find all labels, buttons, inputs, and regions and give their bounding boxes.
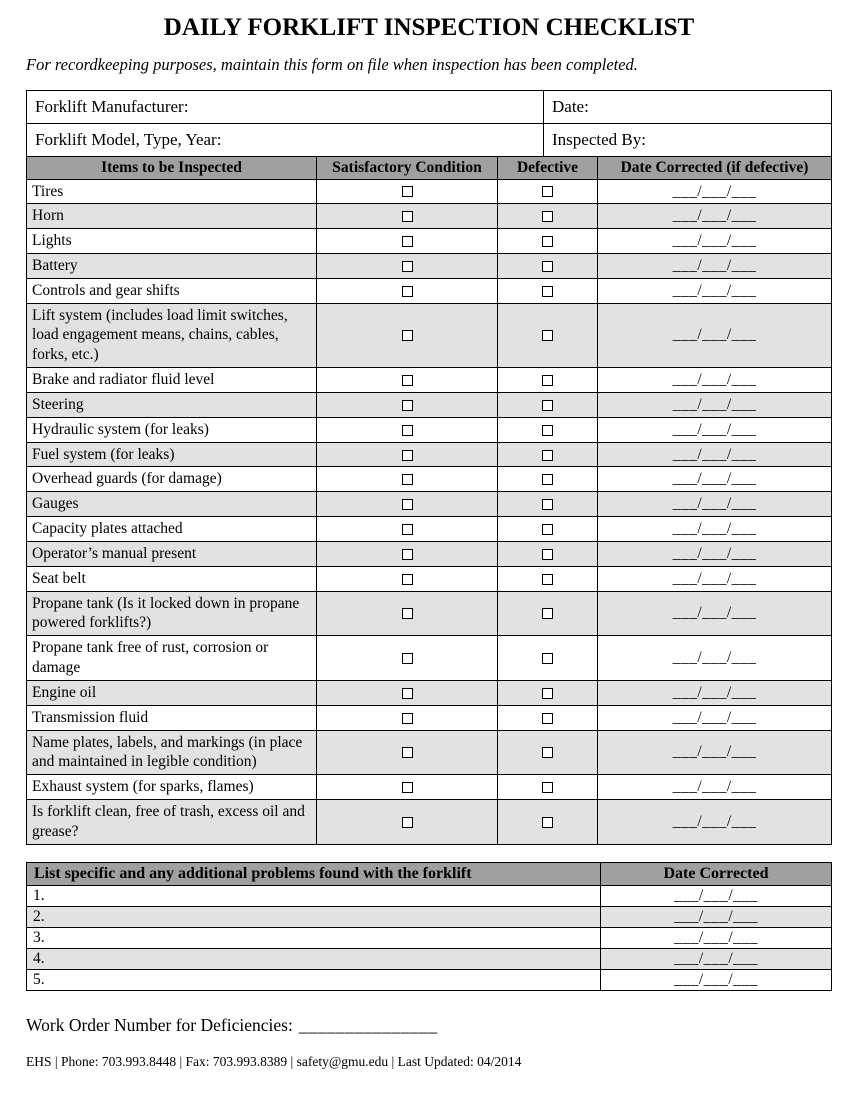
- date-corrected-field[interactable]: ___/___/___: [598, 636, 832, 681]
- defective-cell: [498, 680, 598, 705]
- header-defective: Defective: [498, 156, 598, 179]
- header-items: Items to be Inspected: [27, 156, 317, 179]
- defective-cell: [498, 541, 598, 566]
- problems-body: [27, 885, 832, 990]
- item-label: Brake and radiator fluid level: [27, 368, 317, 393]
- defective-cell: [498, 775, 598, 800]
- defective-cell: [498, 442, 598, 467]
- defective-checkbox[interactable]: [542, 450, 553, 461]
- defective-checkbox[interactable]: [542, 782, 553, 793]
- defective-checkbox[interactable]: [542, 653, 553, 664]
- checklist-row: [27, 591, 832, 636]
- satisfactory-cell: [317, 392, 498, 417]
- defective-cell: [498, 591, 598, 636]
- satisfactory-cell: [317, 229, 498, 254]
- satisfactory-cell: [317, 368, 498, 393]
- date-corrected-field[interactable]: ___/___/___: [598, 800, 832, 845]
- problem-row: [27, 885, 832, 906]
- satisfactory-cell: [317, 417, 498, 442]
- satisfactory-checkbox[interactable]: [402, 499, 413, 510]
- problem-number-field[interactable]: 3.: [27, 927, 601, 948]
- defective-checkbox[interactable]: [542, 688, 553, 699]
- satisfactory-checkbox[interactable]: [402, 608, 413, 619]
- checklist-row: [27, 730, 832, 775]
- defective-checkbox[interactable]: [542, 713, 553, 724]
- satisfactory-cell: [317, 566, 498, 591]
- defective-checkbox[interactable]: [542, 400, 553, 411]
- satisfactory-checkbox[interactable]: [402, 782, 413, 793]
- problem-number-field[interactable]: 2.: [27, 906, 601, 927]
- date-corrected-field[interactable]: ___/___/___: [598, 541, 832, 566]
- defective-cell: [498, 392, 598, 417]
- checklist-row: [27, 492, 832, 517]
- problem-date-field[interactable]: ___/___/___: [601, 969, 832, 990]
- defective-checkbox[interactable]: [542, 286, 553, 297]
- subtitle: For recordkeeping purposes, maintain this form on file when inspection has been completed.: [26, 55, 638, 74]
- item-label: Name plates, labels, and markings (in place and maintained in legible condition): [27, 730, 317, 775]
- defective-checkbox[interactable]: [542, 549, 553, 560]
- satisfactory-checkbox[interactable]: [402, 330, 413, 341]
- satisfactory-cell: [317, 303, 498, 367]
- problem-date-field[interactable]: ___/___/___: [601, 927, 832, 948]
- defective-checkbox[interactable]: [542, 747, 553, 758]
- item-label: Lift system (includes load limit switches, load engagement means, chains, cables, forks, etc.): [27, 303, 317, 367]
- problems-header: List specific and any additional problems found with the forklift: [27, 862, 601, 885]
- defective-cell: [498, 204, 598, 229]
- satisfactory-cell: [317, 253, 498, 278]
- satisfactory-checkbox[interactable]: [402, 425, 413, 436]
- model-field[interactable]: [27, 124, 544, 157]
- satisfactory-cell: [317, 775, 498, 800]
- satisfactory-checkbox[interactable]: [402, 653, 413, 664]
- defective-checkbox[interactable]: [542, 261, 553, 272]
- satisfactory-cell: [317, 467, 498, 492]
- checklist-row: [27, 229, 832, 254]
- problem-date-field[interactable]: ___/___/___: [601, 885, 832, 906]
- checklist-row: [27, 566, 832, 591]
- header-satisfactory: Satisfactory Condition: [317, 156, 498, 179]
- satisfactory-cell: [317, 442, 498, 467]
- problem-date-field[interactable]: ___/___/___: [601, 906, 832, 927]
- defective-checkbox[interactable]: [542, 330, 553, 341]
- satisfactory-cell: [317, 541, 498, 566]
- checklist-row: [27, 680, 832, 705]
- defective-cell: [498, 179, 598, 204]
- date-corrected-field[interactable]: ___/___/___: [598, 278, 832, 303]
- problem-number-field[interactable]: 5.: [27, 969, 601, 990]
- defective-cell: [498, 492, 598, 517]
- defective-checkbox[interactable]: [542, 499, 553, 510]
- checklist-row: [27, 368, 832, 393]
- checklist-row: [27, 517, 832, 542]
- checklist-row: [27, 800, 832, 845]
- inspected-by-label: Inspected By:: [552, 130, 646, 149]
- problem-number-field[interactable]: 4.: [27, 948, 601, 969]
- problem-number-field[interactable]: 1.: [27, 885, 601, 906]
- defective-cell: [498, 417, 598, 442]
- satisfactory-checkbox[interactable]: [402, 817, 413, 828]
- checklist-row: [27, 204, 832, 229]
- item-label: Transmission fluid: [27, 705, 317, 730]
- date-corrected-field[interactable]: ___/___/___: [598, 368, 832, 393]
- satisfactory-cell: [317, 636, 498, 681]
- problems-table: [26, 862, 832, 991]
- satisfactory-checkbox[interactable]: [402, 688, 413, 699]
- checklist-row: [27, 179, 832, 204]
- satisfactory-checkbox[interactable]: [402, 236, 413, 247]
- manufacturer-field[interactable]: [27, 91, 544, 124]
- date-corrected-field[interactable]: ___/___/___: [598, 392, 832, 417]
- date-corrected-field[interactable]: ___/___/___: [598, 730, 832, 775]
- defective-checkbox[interactable]: [542, 524, 553, 535]
- defective-checkbox[interactable]: [542, 574, 553, 585]
- satisfactory-checkbox[interactable]: [402, 375, 413, 386]
- satisfactory-checkbox[interactable]: [402, 261, 413, 272]
- defective-checkbox[interactable]: [542, 236, 553, 247]
- date-corrected-field[interactable]: ___/___/___: [598, 566, 832, 591]
- problem-row: [27, 927, 832, 948]
- checklist-body: [27, 179, 832, 844]
- satisfactory-checkbox[interactable]: [402, 450, 413, 461]
- checklist-header-row: [27, 156, 832, 179]
- satisfactory-cell: [317, 591, 498, 636]
- work-order-blank[interactable]: _______________: [298, 1014, 438, 1035]
- date-corrected-field[interactable]: ___/___/___: [598, 204, 832, 229]
- problem-date-field[interactable]: ___/___/___: [601, 948, 832, 969]
- work-order-line: [26, 1015, 832, 1036]
- item-label: Propane tank free of rust, corrosion or damage: [27, 636, 317, 681]
- satisfactory-cell: [317, 492, 498, 517]
- problems-date-header: Date Corrected: [601, 862, 832, 885]
- satisfactory-checkbox[interactable]: [402, 574, 413, 585]
- manufacturer-label: Forklift Manufacturer:: [35, 97, 189, 116]
- date-corrected-field[interactable]: ___/___/___: [598, 179, 832, 204]
- inspected-by-field[interactable]: [544, 124, 832, 157]
- date-corrected-field[interactable]: ___/___/___: [598, 229, 832, 254]
- satisfactory-checkbox[interactable]: [402, 549, 413, 560]
- info-row: [27, 91, 832, 124]
- date-corrected-field[interactable]: ___/___/___: [598, 680, 832, 705]
- date-corrected-field[interactable]: ___/___/___: [598, 705, 832, 730]
- defective-cell: [498, 467, 598, 492]
- checklist-row: [27, 253, 832, 278]
- defective-checkbox[interactable]: [542, 375, 553, 386]
- satisfactory-checkbox[interactable]: [402, 211, 413, 222]
- item-label: Controls and gear shifts: [27, 278, 317, 303]
- defective-cell: [498, 253, 598, 278]
- item-label: Seat belt: [27, 566, 317, 591]
- item-label: Hydraulic system (for leaks): [27, 417, 317, 442]
- item-label: Steering: [27, 392, 317, 417]
- problem-row: [27, 969, 832, 990]
- checklist-row: [27, 417, 832, 442]
- satisfactory-checkbox[interactable]: [402, 400, 413, 411]
- checklist-row: [27, 278, 832, 303]
- defective-cell: [498, 730, 598, 775]
- checklist-row: [27, 775, 832, 800]
- defective-checkbox[interactable]: [542, 186, 553, 197]
- footer-text: EHS | Phone: 703.993.8448 | Fax: 703.993.8389 | safety@gmu.edu | Last Updated: 04/2014: [26, 1053, 522, 1069]
- date-field[interactable]: [544, 91, 832, 124]
- defective-checkbox[interactable]: [542, 474, 553, 485]
- defective-cell: [498, 705, 598, 730]
- defective-checkbox[interactable]: [542, 817, 553, 828]
- satisfactory-cell: [317, 278, 498, 303]
- satisfactory-checkbox[interactable]: [402, 286, 413, 297]
- problem-row: [27, 948, 832, 969]
- date-corrected-field[interactable]: ___/___/___: [598, 303, 832, 367]
- date-corrected-field[interactable]: ___/___/___: [598, 492, 832, 517]
- defective-checkbox[interactable]: [542, 608, 553, 619]
- item-label: Gauges: [27, 492, 317, 517]
- item-label: Engine oil: [27, 680, 317, 705]
- defective-cell: [498, 368, 598, 393]
- satisfactory-checkbox[interactable]: [402, 474, 413, 485]
- item-label: Tires: [27, 179, 317, 204]
- checklist-row: [27, 705, 832, 730]
- checklist-table: [26, 156, 832, 845]
- item-label: Is forklift clean, free of trash, excess oil and grease?: [27, 800, 317, 845]
- satisfactory-cell: [317, 730, 498, 775]
- defective-cell: [498, 636, 598, 681]
- defective-cell: [498, 517, 598, 542]
- date-corrected-field[interactable]: ___/___/___: [598, 517, 832, 542]
- problem-row: [27, 906, 832, 927]
- header-date-corrected: Date Corrected (if defective): [598, 156, 832, 179]
- satisfactory-cell: [317, 705, 498, 730]
- satisfactory-checkbox[interactable]: [402, 747, 413, 758]
- item-label: Overhead guards (for damage): [27, 467, 317, 492]
- item-label: Operator’s manual present: [27, 541, 317, 566]
- defective-cell: [498, 229, 598, 254]
- item-label: Horn: [27, 204, 317, 229]
- page-title: DAILY FORKLIFT INSPECTION CHECKLIST: [163, 14, 695, 41]
- defective-checkbox[interactable]: [542, 211, 553, 222]
- satisfactory-checkbox[interactable]: [402, 713, 413, 724]
- info-table: [26, 90, 832, 157]
- checklist-row: [27, 636, 832, 681]
- checklist-row: [27, 303, 832, 367]
- work-order-label: Work Order Number for Deficiencies:: [26, 1014, 293, 1035]
- satisfactory-cell: [317, 800, 498, 845]
- defective-cell: [498, 800, 598, 845]
- item-label: Fuel system (for leaks): [27, 442, 317, 467]
- date-corrected-field[interactable]: ___/___/___: [598, 417, 832, 442]
- satisfactory-checkbox[interactable]: [402, 524, 413, 535]
- date-corrected-field[interactable]: ___/___/___: [598, 442, 832, 467]
- satisfactory-checkbox[interactable]: [402, 186, 413, 197]
- item-label: Lights: [27, 229, 317, 254]
- model-label: Forklift Model, Type, Year:: [35, 130, 222, 149]
- info-row: [27, 124, 832, 157]
- problems-header-row: [27, 862, 832, 885]
- date-corrected-field[interactable]: ___/___/___: [598, 467, 832, 492]
- defective-checkbox[interactable]: [542, 425, 553, 436]
- defective-cell: [498, 303, 598, 367]
- satisfactory-cell: [317, 517, 498, 542]
- item-label: Capacity plates attached: [27, 517, 317, 542]
- checklist-row: [27, 467, 832, 492]
- checklist-row: [27, 541, 832, 566]
- checklist-row: [27, 392, 832, 417]
- defective-cell: [498, 566, 598, 591]
- date-corrected-field[interactable]: ___/___/___: [598, 591, 832, 636]
- satisfactory-cell: [317, 179, 498, 204]
- checklist-row: [27, 442, 832, 467]
- satisfactory-cell: [317, 680, 498, 705]
- satisfactory-cell: [317, 204, 498, 229]
- date-label: Date:: [552, 97, 589, 116]
- item-label: Battery: [27, 253, 317, 278]
- date-corrected-field[interactable]: ___/___/___: [598, 775, 832, 800]
- date-corrected-field[interactable]: ___/___/___: [598, 253, 832, 278]
- defective-cell: [498, 278, 598, 303]
- item-label: Propane tank (Is it locked down in propane powered forklifts?): [27, 591, 317, 636]
- item-label: Exhaust system (for sparks, flames): [27, 775, 317, 800]
